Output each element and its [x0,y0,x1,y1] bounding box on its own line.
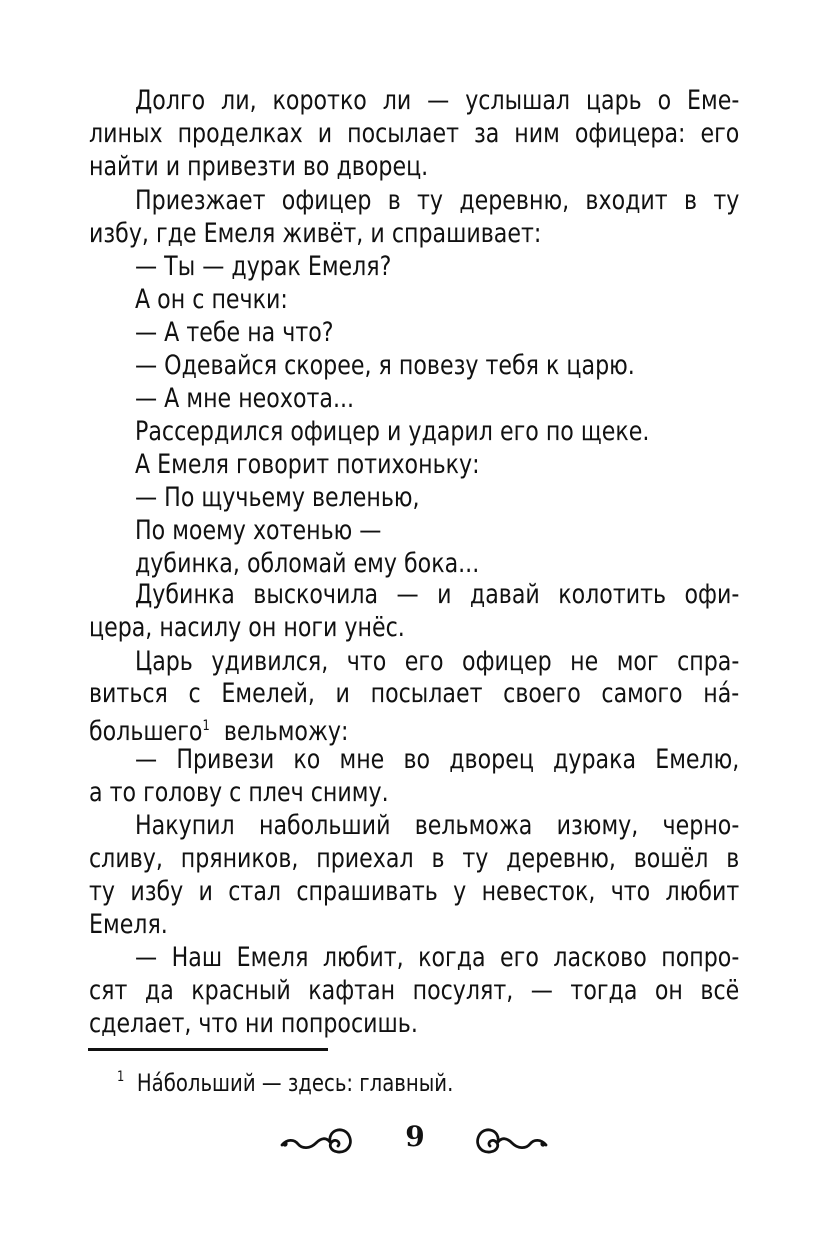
text-line: сливу, пряников, приехал в ту деревню, вошёл в [89,843,740,874]
footnote-divider [88,1048,328,1051]
text-line: — По щучьему веленью, [135,482,420,513]
text-line [89,710,349,747]
left-flourish-ornament [278,1122,356,1156]
page-number: 9 [405,1120,425,1153]
text-line: — Наш Емеля любит, когда его ласково попро- [135,942,740,973]
text-line: Приезжает офицер в ту деревню, входит в ту [135,185,740,216]
text-line: Долго ли, коротко ли — услышал царь о Еме- [135,85,740,116]
text-line: А Емеля говорит потихоньку: [135,449,480,480]
right-flourish-ornament [472,1122,550,1156]
text-line: Царь удивился, что его офицер не мог спра- [135,646,740,677]
text-line: а то голову с плеч сниму. [89,777,389,808]
footnote [117,1069,453,1097]
text-line: ту избу и стал спрашивать у невесток, что любит [89,876,740,907]
text-line: линых проделках и посылает за ним офицера: его [89,118,740,149]
text-line: избу, где Емеля живёт, и спрашивает: [89,218,542,249]
text-line: — Одевайся скорее, я повезу тебя к царю. [135,350,635,381]
text-line: сделает, что ни попросишь. [89,1008,418,1039]
footnote-text: На́больший — здесь: главный. [136,1069,454,1097]
text-line: Дубинка выскочила — и давай колотить офи- [135,579,740,610]
text-line: — Ты — дурак Емеля? [135,251,392,282]
text-line: — А мне неохота... [135,383,355,414]
page-footer [0,1116,827,1166]
footnote-reference: 1 [202,718,210,734]
text-line: Рассердился офицер и ударил его по щеке. [135,416,650,447]
text-line: найти и привезти во дворец. [89,151,429,182]
text-line: А он с печки: [135,284,288,315]
text-fragment: вельможу: [223,716,349,747]
text-line: — А тебе на что? [135,317,334,348]
text-line: цера, насилу он ноги унёс. [89,612,405,643]
text-line: виться с Емелей, и посылает своего самого на́- [89,678,740,709]
text-line: — Привези ко мне во дворец дурака Емелю, [135,744,740,775]
text-line: Емеля. [89,909,168,940]
text-line: сят да красный кафтан посулят, — тогда он всё [89,975,740,1006]
text-line: Накупил набольший вельможа изюму, черно- [135,810,740,841]
text-line: По моему хотенью — [135,515,382,546]
text-fragment: большего [89,716,203,747]
text-line: дубинка, обломай ему бока... [135,548,480,579]
footnote-marker: 1 [117,1069,125,1085]
